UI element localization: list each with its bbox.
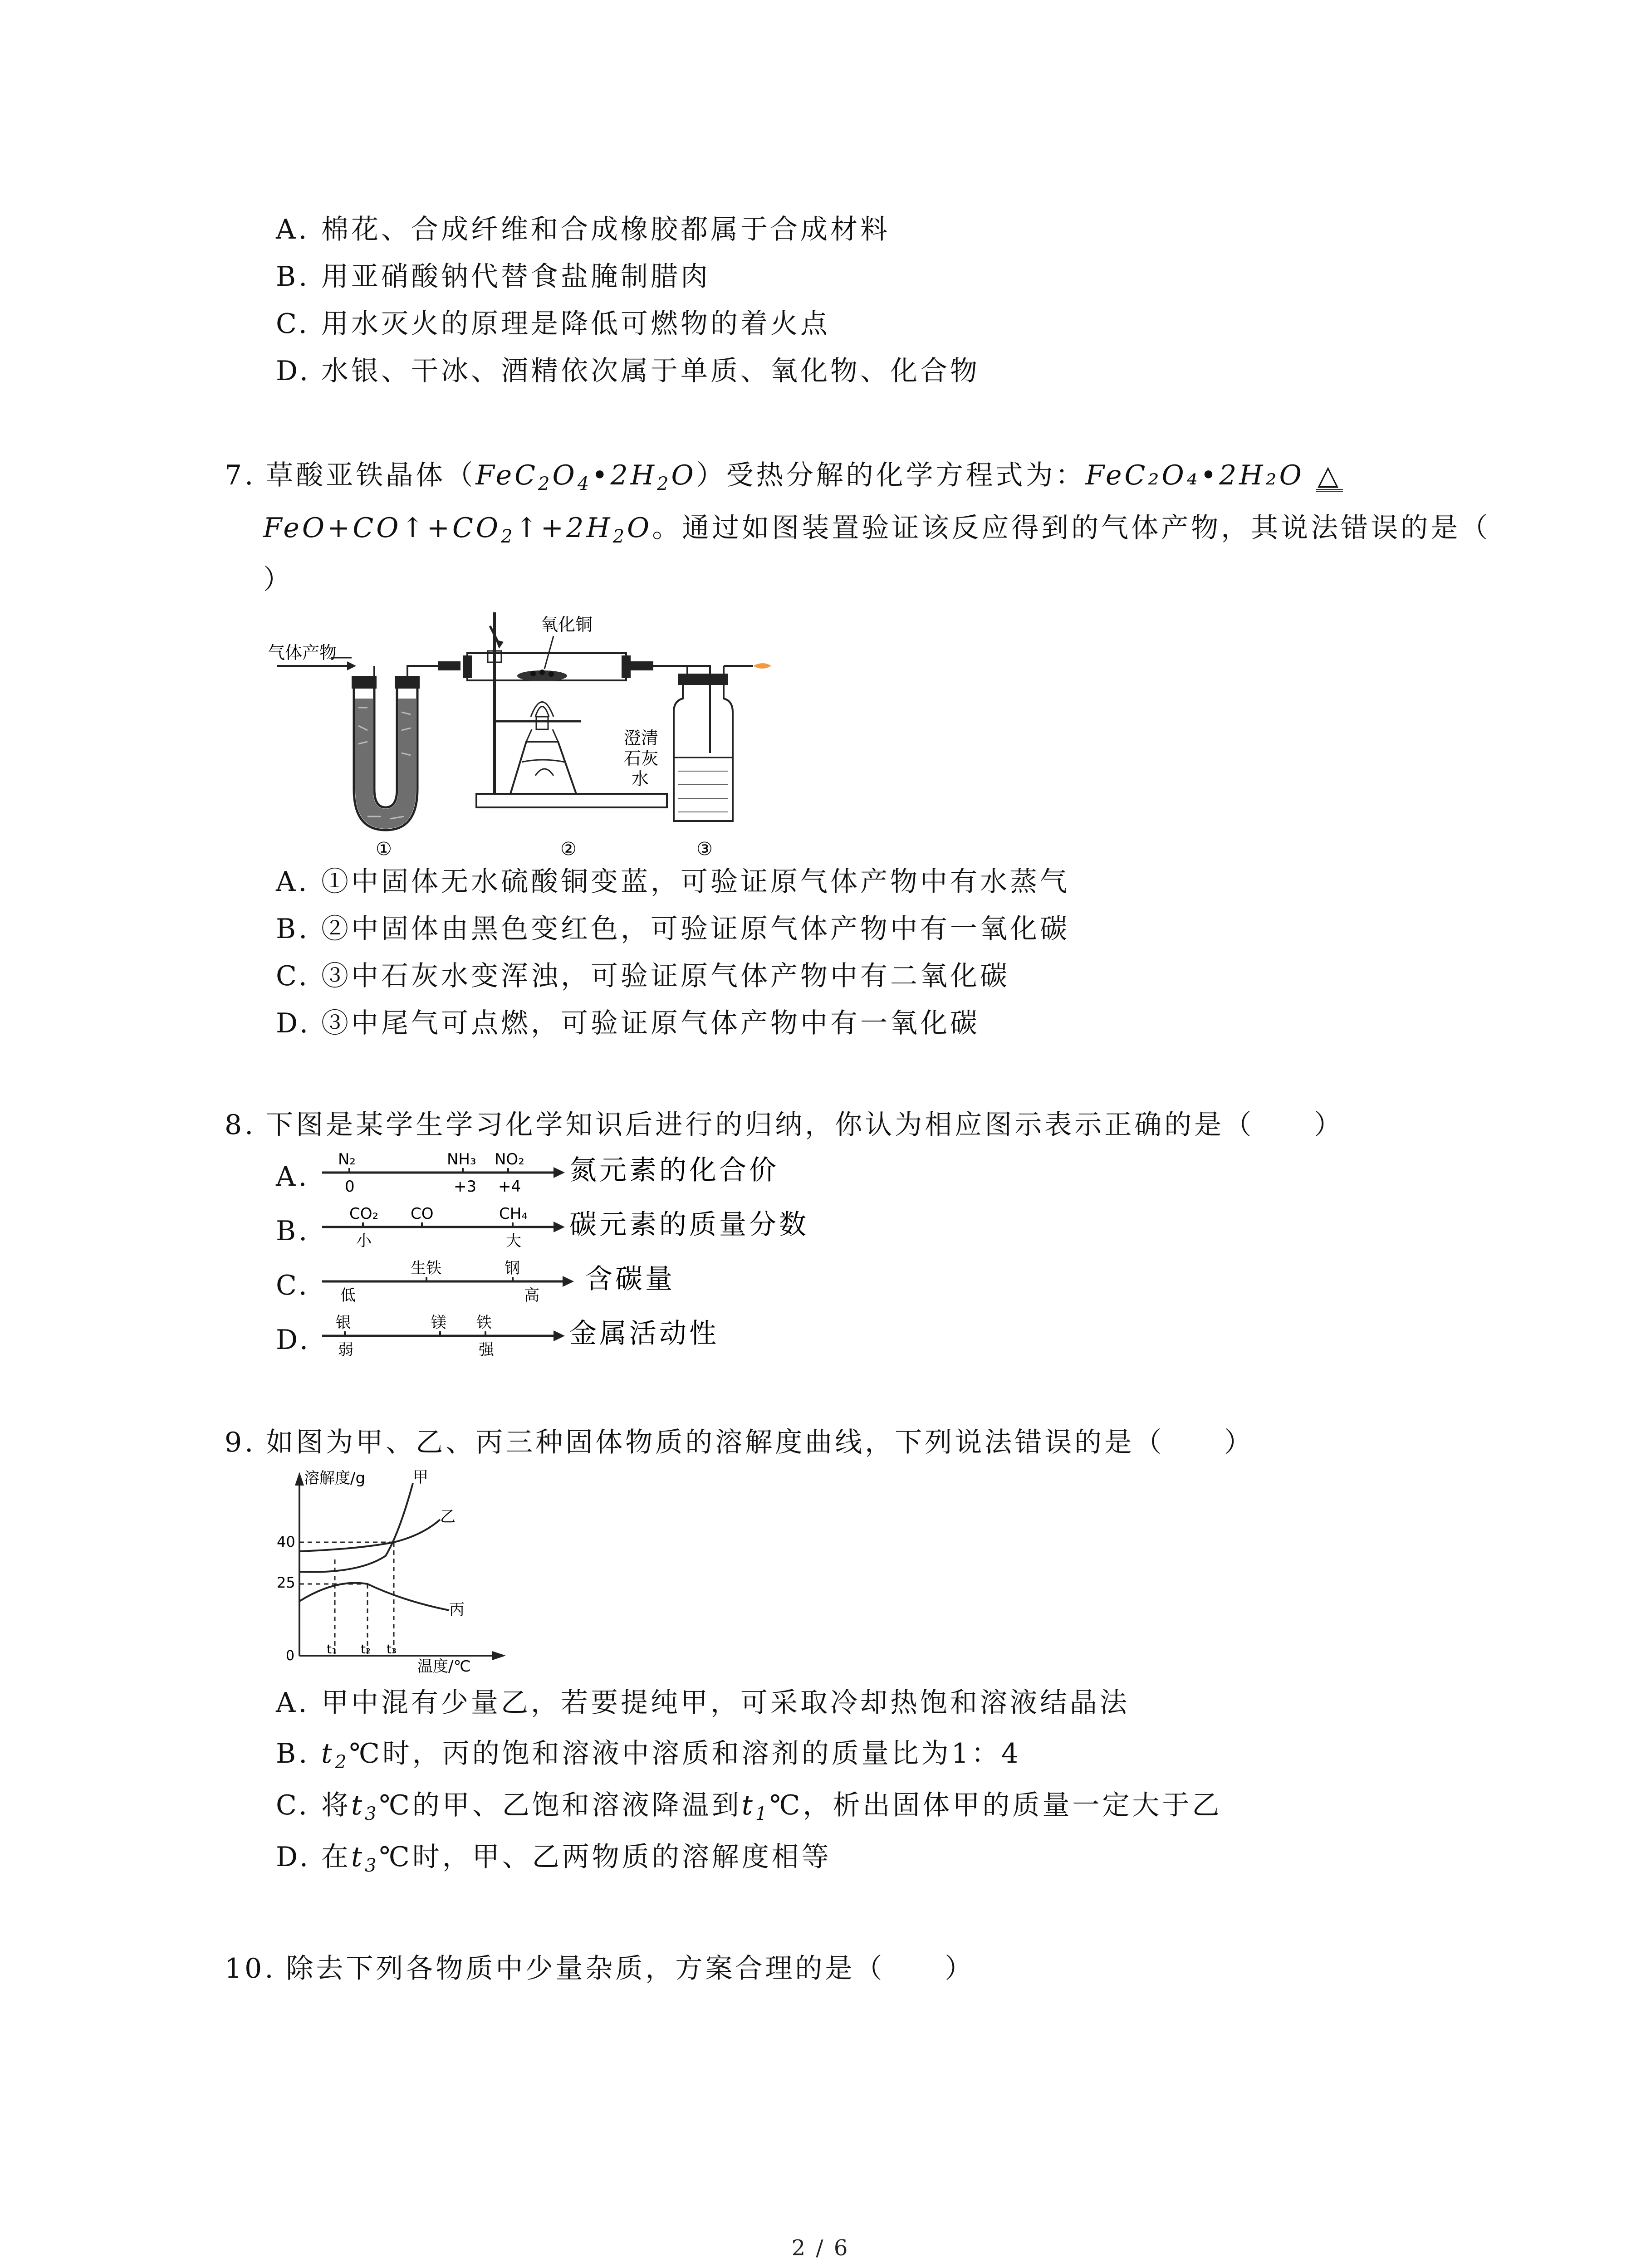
x-tick-t1: t₁ xyxy=(327,1642,337,1657)
q6-option-b: B. 用亚硝酸钠代替食盐腌制腊肉 xyxy=(276,261,710,293)
curve-yi xyxy=(299,1520,440,1551)
q8-stem: 8. 下图是某学生学习化学知识后进行的归纳，你认为相应图示表示正确的是（ ） xyxy=(225,1109,1344,1141)
q7-formula: $FeC_2O_4•2H_2O$ xyxy=(475,459,696,494)
svg-text:+4: +4 xyxy=(498,1178,521,1196)
q7-heating-condition: △ xyxy=(1316,462,1343,492)
limewater-label-1: 澄清 xyxy=(624,728,659,748)
svg-text:含碳量: 含碳量 xyxy=(585,1263,675,1295)
svg-text:NH₃: NH₃ xyxy=(447,1150,476,1168)
svg-text:NO₂: NO₂ xyxy=(495,1150,524,1168)
q7-stem-line-2: $FeO+CO↑+CO_2↑+2H_2O$。通过如图装置验证该反应得到的气体产物，其说法错误的是（ xyxy=(263,512,1491,547)
q6-option-c: C. 用水灭火的原理是降低可燃物的着火点 xyxy=(276,308,830,340)
svg-text:氮元素的化合价: 氮元素的化合价 xyxy=(569,1154,779,1186)
y-tick-25: 25 xyxy=(277,1574,295,1591)
q8-option-d-axis xyxy=(318,1309,862,1368)
q10-stem: 10. 除去下列各物质中少量杂质，方案合理的是（ ） xyxy=(225,1953,975,1984)
q8-option-c-axis xyxy=(318,1254,862,1313)
q7-apparatus-figure xyxy=(263,608,771,862)
q6-option-a: A. 棉花、合成纤维和合成橡胶都属于合成材料 xyxy=(276,214,890,245)
svg-text:N₂: N₂ xyxy=(338,1150,356,1168)
limewater-label-2: 石灰 xyxy=(624,748,659,768)
curve-label-yi: 乙 xyxy=(440,1508,456,1526)
q9-option-c: C. 将$t_3℃$的甲、乙饱和溶液降温到$t_1℃$，析出固体甲的质量一定大于乙 xyxy=(276,1789,1222,1824)
svg-text:金属活动性: 金属活动性 xyxy=(569,1318,719,1349)
q8-option-c-letter: C. xyxy=(276,1270,310,1301)
q9-option-b: B. $t_2℃$时，丙的饱和溶液中溶质和溶剂的质量比为1：4 xyxy=(276,1738,1022,1773)
q7-equation-lhs: FeC₂O₄•2H₂O xyxy=(1085,459,1304,491)
svg-text:铁: 铁 xyxy=(476,1314,492,1332)
curve-jia xyxy=(299,1483,413,1572)
gas-product-label: 气体产物 xyxy=(268,643,337,663)
mark-1: ① xyxy=(376,839,392,860)
q8-option-b-axis xyxy=(318,1200,862,1259)
alcohol-lamp xyxy=(510,702,576,794)
q7-equation-rhs: $FeO+CO↑+CO_2↑+2H_2O$ xyxy=(263,512,652,547)
svg-text:碳元素的质量分数: 碳元素的质量分数 xyxy=(569,1209,809,1241)
y-axis-label: 溶解度/g xyxy=(304,1469,366,1487)
q9-solubility-graph xyxy=(268,1465,522,1674)
q7-option-c: C. ③中石灰水变浑浊，可验证原气体产物中有二氧化碳 xyxy=(276,960,1010,992)
mark-3: ③ xyxy=(696,839,713,860)
page-number: 2 / 6 xyxy=(791,2235,850,2261)
q7-option-d: D. ③中尾气可点燃，可验证原气体产物中有一氧化碳 xyxy=(276,1007,980,1039)
svg-text:CH₄: CH₄ xyxy=(499,1205,528,1223)
q9-option-a: A. 甲中混有少量乙，若要提纯甲，可采取冷却热饱和溶液结晶法 xyxy=(276,1687,1130,1719)
svg-text:高: 高 xyxy=(524,1286,539,1305)
x-axis-label: 温度/℃ xyxy=(417,1657,471,1674)
u-tube xyxy=(352,666,438,830)
svg-text:弱: 弱 xyxy=(338,1341,353,1359)
q6-option-d: D. 水银、干冰、酒精依次属于单质、氧化物、化合物 xyxy=(276,355,980,387)
q7-stem-line-3: ） xyxy=(263,564,293,596)
q7-stem-line-1: 7. 草酸亚铁晶体$(FeC_2O_4•2H_2O)$受热分解的化学方程式为：FeC₂O₄•2H₂O △ xyxy=(225,457,1343,502)
origin-label: 0 xyxy=(286,1648,295,1664)
svg-text:CO: CO xyxy=(411,1205,434,1223)
svg-text:0: 0 xyxy=(345,1178,355,1196)
svg-text:强: 强 xyxy=(479,1341,494,1359)
q8-option-d-letter: D. xyxy=(276,1324,311,1356)
q8-option-b-letter: B. xyxy=(276,1215,310,1247)
x-tick-t2: t₂ xyxy=(361,1642,371,1657)
q7-option-a: A. ①中固体无水硫酸铜变蓝，可验证原气体产物中有水蒸气 xyxy=(276,866,1070,898)
svg-text:+3: +3 xyxy=(454,1178,477,1196)
mark-2: ② xyxy=(560,839,577,860)
svg-text:CO₂: CO₂ xyxy=(349,1205,379,1223)
x-tick-t3: t₃ xyxy=(387,1642,397,1657)
limewater-label-3: 水 xyxy=(632,769,649,789)
q7-option-b: B. ②中固体由黑色变红色，可验证原气体产物中有一氧化碳 xyxy=(276,913,1070,945)
q8-option-a-letter: A. xyxy=(276,1161,310,1193)
svg-text:低: 低 xyxy=(340,1286,356,1305)
svg-text:大: 大 xyxy=(506,1232,521,1250)
y-tick-40: 40 xyxy=(277,1533,295,1550)
curve-bing xyxy=(299,1583,449,1610)
svg-text:钢: 钢 xyxy=(505,1259,520,1277)
q9-stem: 9. 如图为甲、乙、丙三种固体物质的溶解度曲线，下列说法错误的是（ ） xyxy=(225,1427,1254,1458)
svg-text:生铁: 生铁 xyxy=(411,1259,441,1277)
svg-text:银: 银 xyxy=(336,1314,351,1332)
copper-oxide-label: 氧化铜 xyxy=(541,615,593,635)
q9-option-d: D. 在$t_3℃$时，甲、乙两物质的溶解度相等 xyxy=(276,1841,832,1876)
curve-label-jia: 甲 xyxy=(413,1468,428,1486)
q8-option-a-axis xyxy=(318,1145,862,1204)
limewater-bottle xyxy=(674,663,771,821)
svg-text:小: 小 xyxy=(356,1232,372,1250)
svg-text:镁: 镁 xyxy=(431,1314,446,1332)
curve-label-bing: 丙 xyxy=(449,1601,465,1619)
